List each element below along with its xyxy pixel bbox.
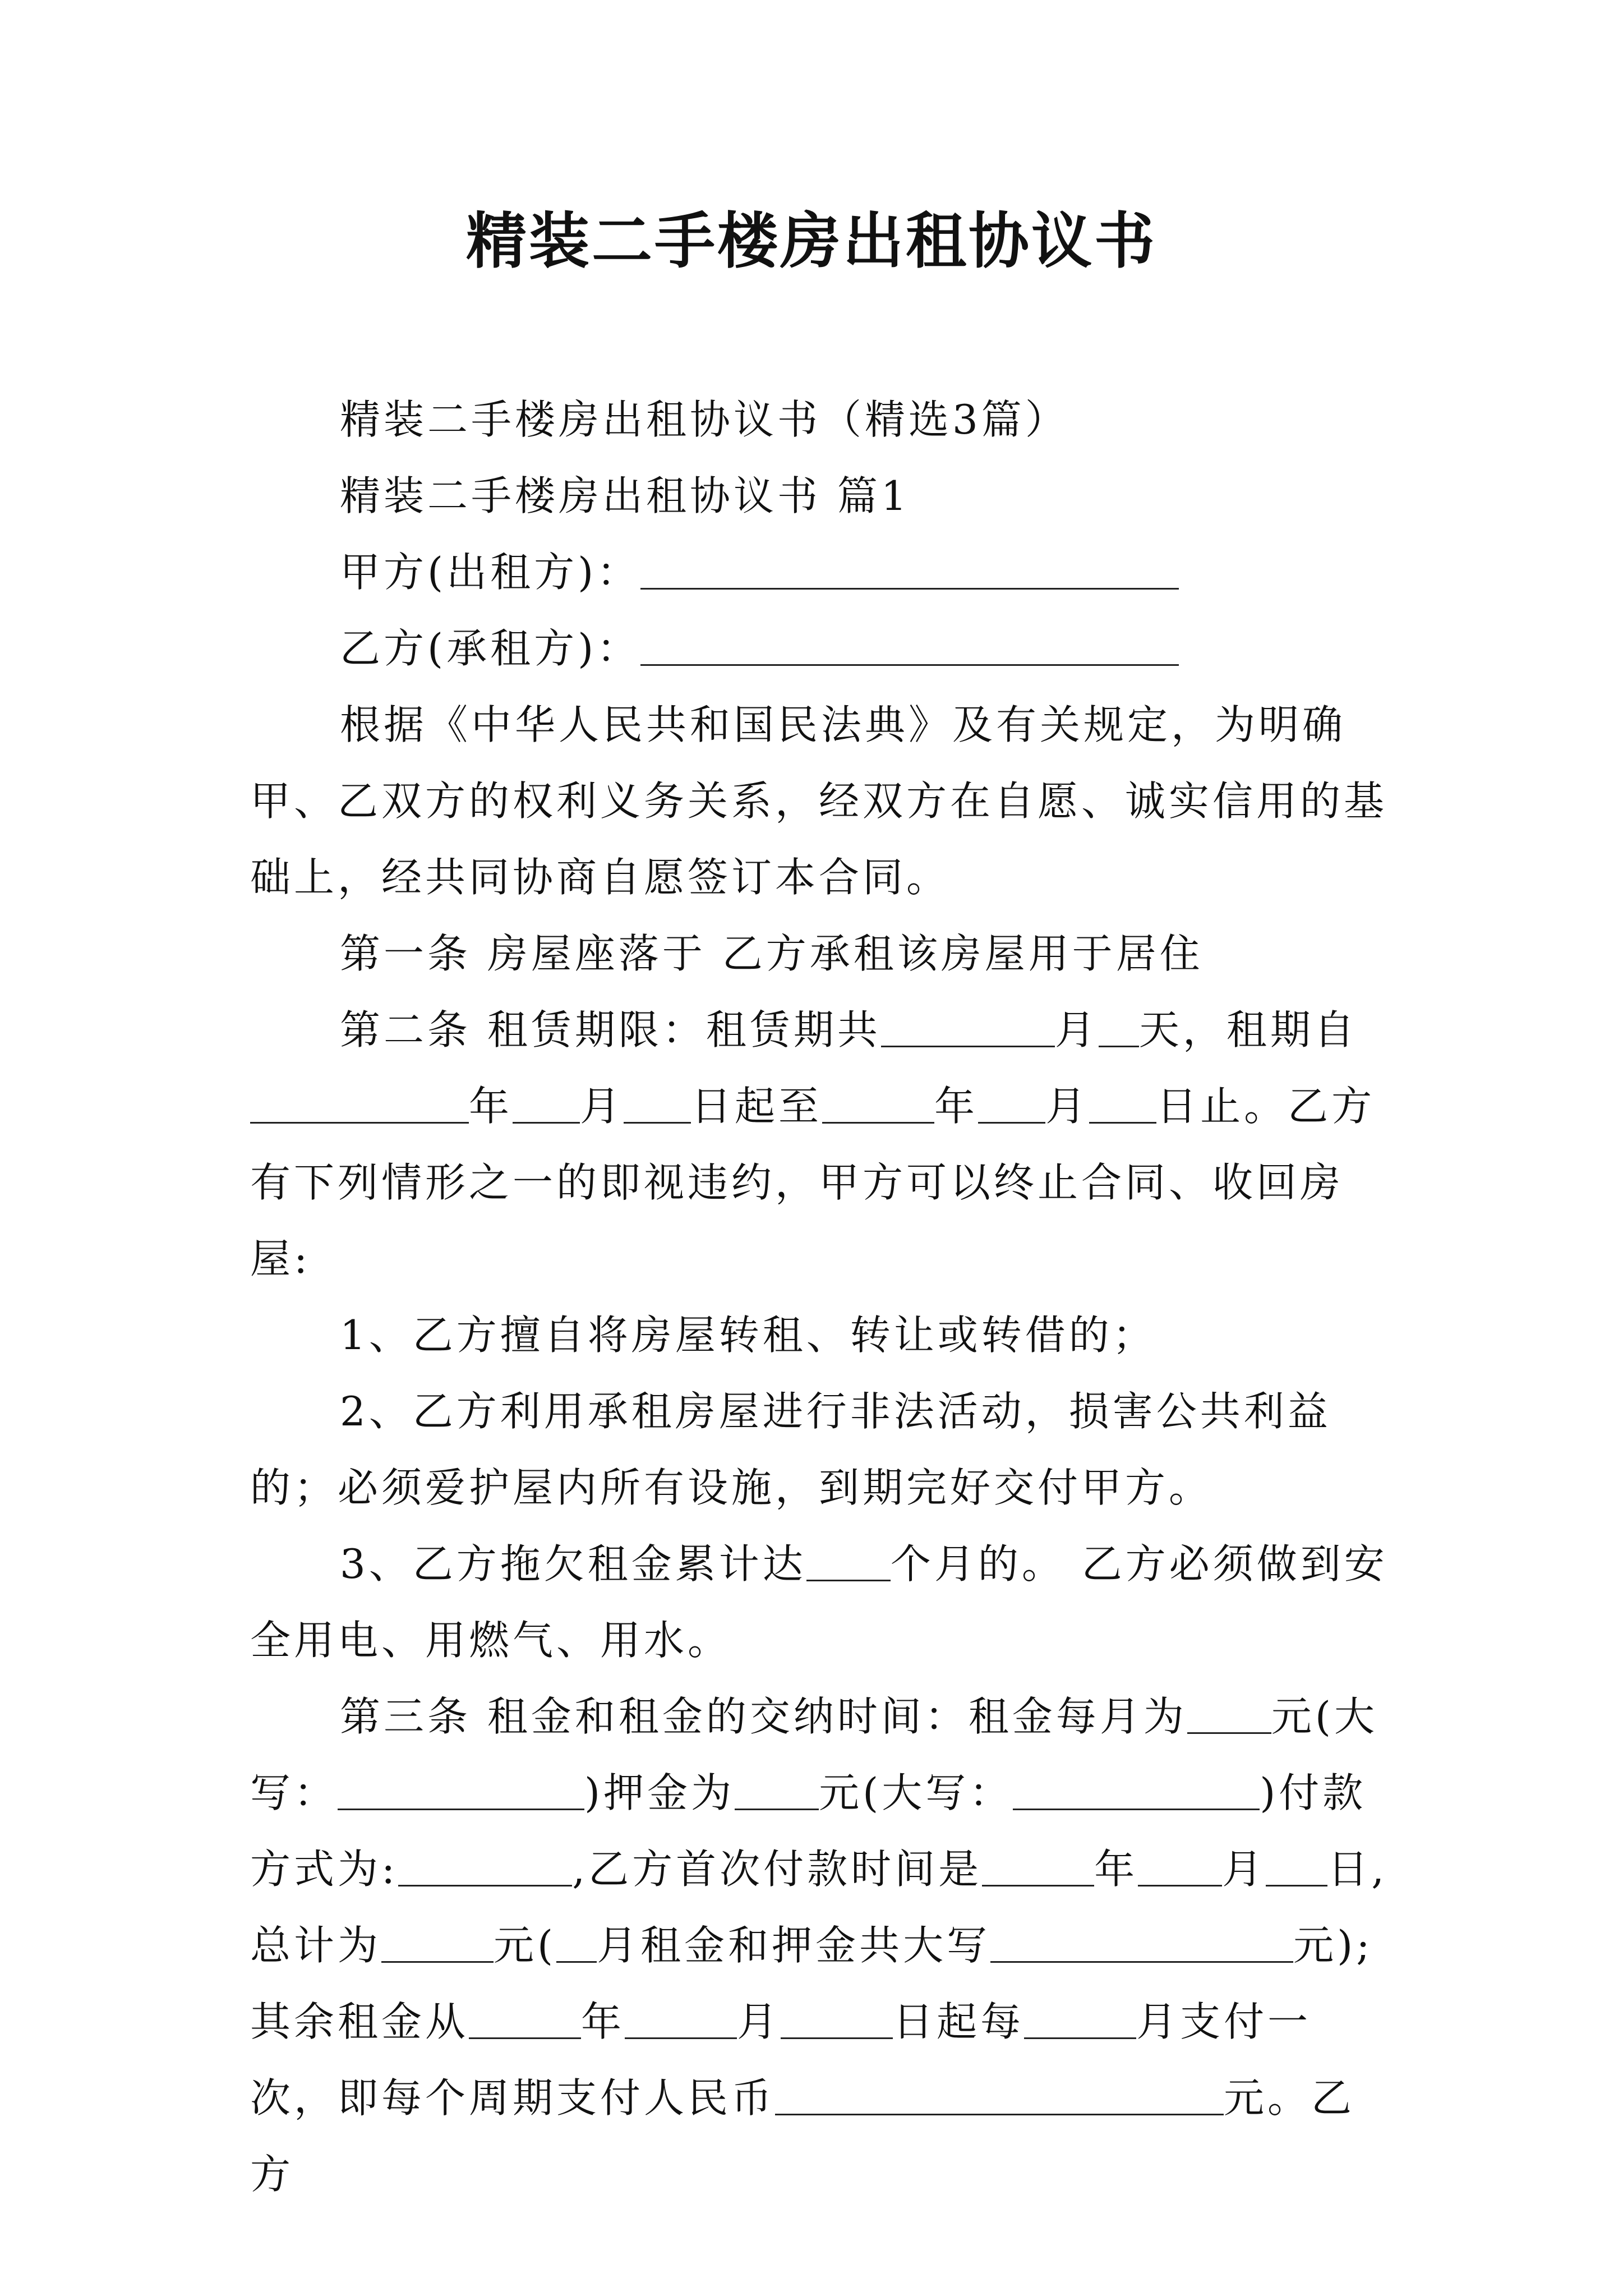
- article-3-blank: [735, 1768, 819, 1810]
- party-b-label: 乙方(承租方)：: [340, 625, 641, 672]
- article-3-blank: [381, 1921, 494, 1963]
- intro-paragraph: 根据《中华人民共和国民法典》及有关规定，为明确甲、乙双方的权利义务关系，经双方在自愿、诚实信用的基础上，经共同协商自愿签订本合同。: [250, 701, 1388, 901]
- party-b-line: [250, 610, 1389, 687]
- item-1: 1、乙方擅自将房屋转租、转让或转借的；: [340, 1312, 1156, 1359]
- article-3-blank: [469, 1997, 581, 2039]
- article-3-text: 月: [737, 1998, 781, 2045]
- article-3-text: )付款方式为:: [250, 1769, 1367, 1893]
- party-a-line: [250, 534, 1389, 610]
- article-3-blank: [398, 1844, 572, 1887]
- article-2-text: 月: [1045, 1083, 1090, 1130]
- article-3-text: 月租金和押金共大写: [597, 1922, 991, 1969]
- item-2: 2、乙方利用承租房屋进行非法活动，损害公共利益的；必须爱护屋内所有设施，到期完好交付甲方。: [250, 1388, 1331, 1511]
- article-3-blank: [1266, 1844, 1327, 1887]
- article-3-text: 年: [1094, 1846, 1138, 1893]
- article-3-blank: [556, 1921, 597, 1963]
- article-2-text: 第二条 租赁期限：租赁期共: [340, 1006, 881, 1053]
- article-3-text: 元(大写：: [250, 1693, 1378, 1816]
- article-3-blank: [1013, 1768, 1260, 1810]
- article-2-blank: [1099, 1005, 1139, 1047]
- item-3-text: 3、乙方拖欠租金累计达: [340, 1540, 806, 1588]
- article-3-text: 年: [581, 1998, 625, 2045]
- article-3-blank: [982, 1844, 1094, 1887]
- article-3: [250, 1678, 1389, 2212]
- article-3-blank: [625, 1997, 737, 2039]
- article-3-blank: [338, 1768, 584, 1810]
- article-3-text: 日,总计为: [250, 1846, 1388, 1969]
- subtitle: 精装二手楼房出租协议书（精选3篇）: [340, 396, 1069, 443]
- article-2-blank: [822, 1082, 934, 1124]
- article-3-text: 元);其余租金从: [250, 1922, 1373, 2045]
- article-2-text: 天，租期自: [1138, 1006, 1358, 1053]
- article-3-text: 元(大写：: [819, 1769, 1013, 1816]
- article-3-text: )押金为: [584, 1769, 735, 1816]
- article-3-text: 月支付一次，即每个周期支付人民币: [250, 1998, 1312, 2122]
- article-2-blank: [881, 1005, 1055, 1047]
- article-3-blank: [990, 1921, 1293, 1963]
- article-2-blank: [513, 1082, 580, 1124]
- article-3-text: 元。乙方: [250, 2074, 1355, 2198]
- section-heading: 精装二手楼房出租协议书 篇1: [340, 472, 910, 519]
- item-3-text: 个月的。 乙方必须做到安全用电、用燃气、用水。: [250, 1540, 1388, 1664]
- article-1: 第一条 房屋座落于 乙方承租该房屋用于居住: [340, 930, 1204, 977]
- party-a-blank: [640, 547, 1179, 590]
- article-2-blank: [624, 1082, 691, 1124]
- item-3-blank: [806, 1539, 891, 1581]
- article-2-text: 日止。乙方有下列情形之一的即视违约，甲方可以终止合同、收回房屋:: [250, 1083, 1376, 1282]
- article-3-blank: [1024, 1997, 1136, 2039]
- article-3-blank: [781, 1997, 893, 2039]
- article-2-blank: [978, 1082, 1045, 1124]
- item-3: [250, 1526, 1389, 1678]
- article-3-text: 第三条 租金和租金的交纳时间：租金每月为: [340, 1693, 1187, 1740]
- article-2-blank: [1089, 1082, 1156, 1124]
- article-3-text: ,乙方首次付款时间是: [572, 1846, 983, 1893]
- article-3-blank: [775, 2073, 1224, 2115]
- article-3-blank: [1187, 1692, 1271, 1734]
- article-3-text: 日起每: [893, 1998, 1025, 2045]
- article-2-text: 月: [1054, 1006, 1099, 1053]
- party-a-label: 甲方(出租方)：: [340, 549, 641, 596]
- article-3-text: 元(: [494, 1922, 557, 1969]
- article-2-text: 年: [469, 1083, 513, 1130]
- article-2-blank: [250, 1082, 469, 1124]
- article-2-text: 月: [580, 1083, 624, 1130]
- article-2-text: 年: [934, 1083, 979, 1130]
- document-body: [250, 381, 1389, 2212]
- article-3-blank: [1138, 1844, 1222, 1887]
- document-title: 精装二手楼房出租协议书: [465, 206, 1157, 277]
- article-3-text: 月: [1222, 1846, 1266, 1893]
- party-b-blank: [640, 624, 1179, 666]
- article-2-text: 日起至: [691, 1083, 823, 1130]
- article-2: [250, 992, 1389, 1297]
